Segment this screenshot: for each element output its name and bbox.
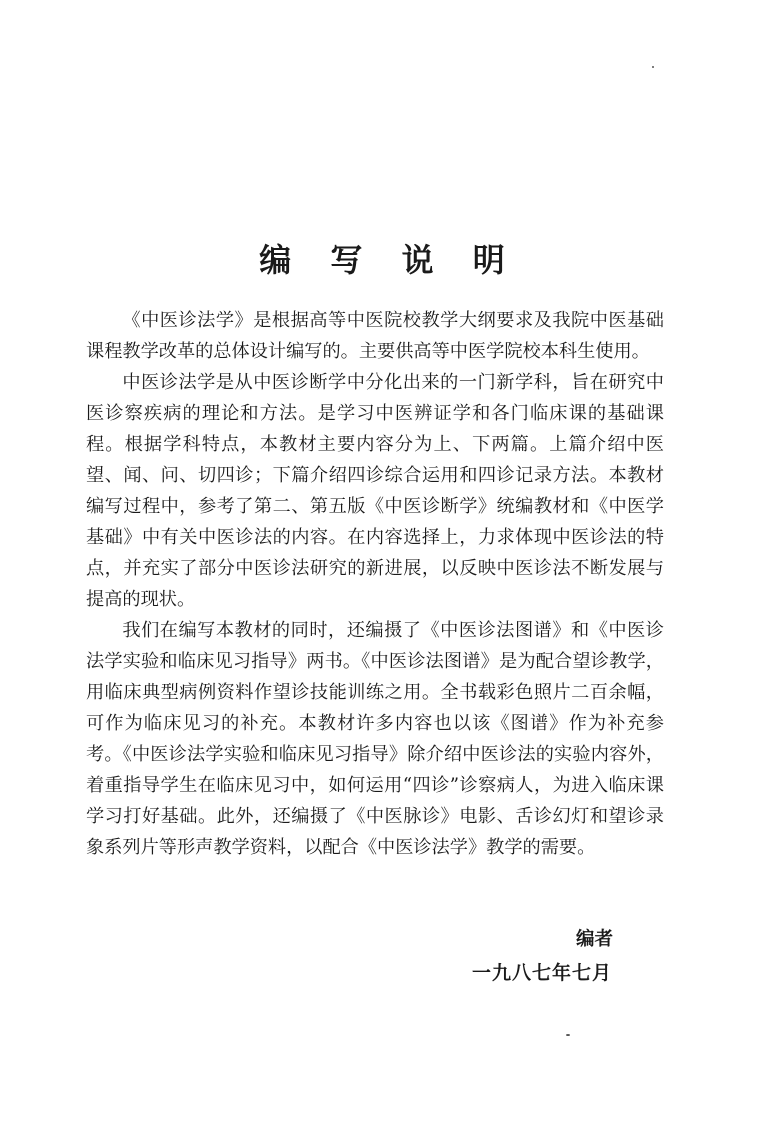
publication-date: 一九八七年七月: [472, 962, 613, 984]
author-signature: 编者: [576, 929, 614, 950]
scan-speck: [566, 1034, 570, 1036]
page-title: 编 写 说 明: [259, 241, 519, 279]
paragraph-2: 中医诊法学是从中医诊断学中分化出来的一门新学科，旨在研究中医诊察疾病的理论和方法。是学习中医辨证学和各门临床课的基础课程。根据学科特点，本教材主要内容分为上、下两篇。上篇介绍中医望、闻、问、切四诊；下篇介绍四诊综合运用和四诊记录方法。本教材编写过程中，参考了第二、第五版《中医诊断学》统编教材和《中医学基础》中有关中医诊法的内容。在内容选择上，力求体现中医诊法的特点，并充实了部分中医诊法研究的新进展，以反映中医诊法不断发展与提高的现状。: [86, 372, 664, 610]
scan-speck: [652, 66, 654, 68]
paragraph-3: 我们在编写本教材的同时，还编摄了《中医诊法图谱》和《中医诊法学实验和临床见习指导》两书。《中医诊法图谱》是为配合望诊教学，用临床典型病例资料作望诊技能训练之用。全书载彩色照片二百余幅，可作为临床见习的补充。本教材许多内容也以该《图谱》作为补充参考。《中医诊法学实验和临床见习指导》除介绍中医诊法的实验内容外，着重指导学生在临床见习中，如何运用“四诊”诊察病人，为进入临床课学习打好基础。此外，还编摄了《中医脉诊》电影、舌诊幻灯和望诊录象系列片等形声教学资料，以配合《中医诊法学》教学的需要。: [86, 620, 664, 858]
paragraph-1: 《中医诊法学》是根据高等中医院校教学大纲要求及我院中医基础课程教学改革的总体设计编写的。主要供高等中医学院校本科生使用。: [86, 310, 664, 362]
body-text: [86, 305, 664, 863]
